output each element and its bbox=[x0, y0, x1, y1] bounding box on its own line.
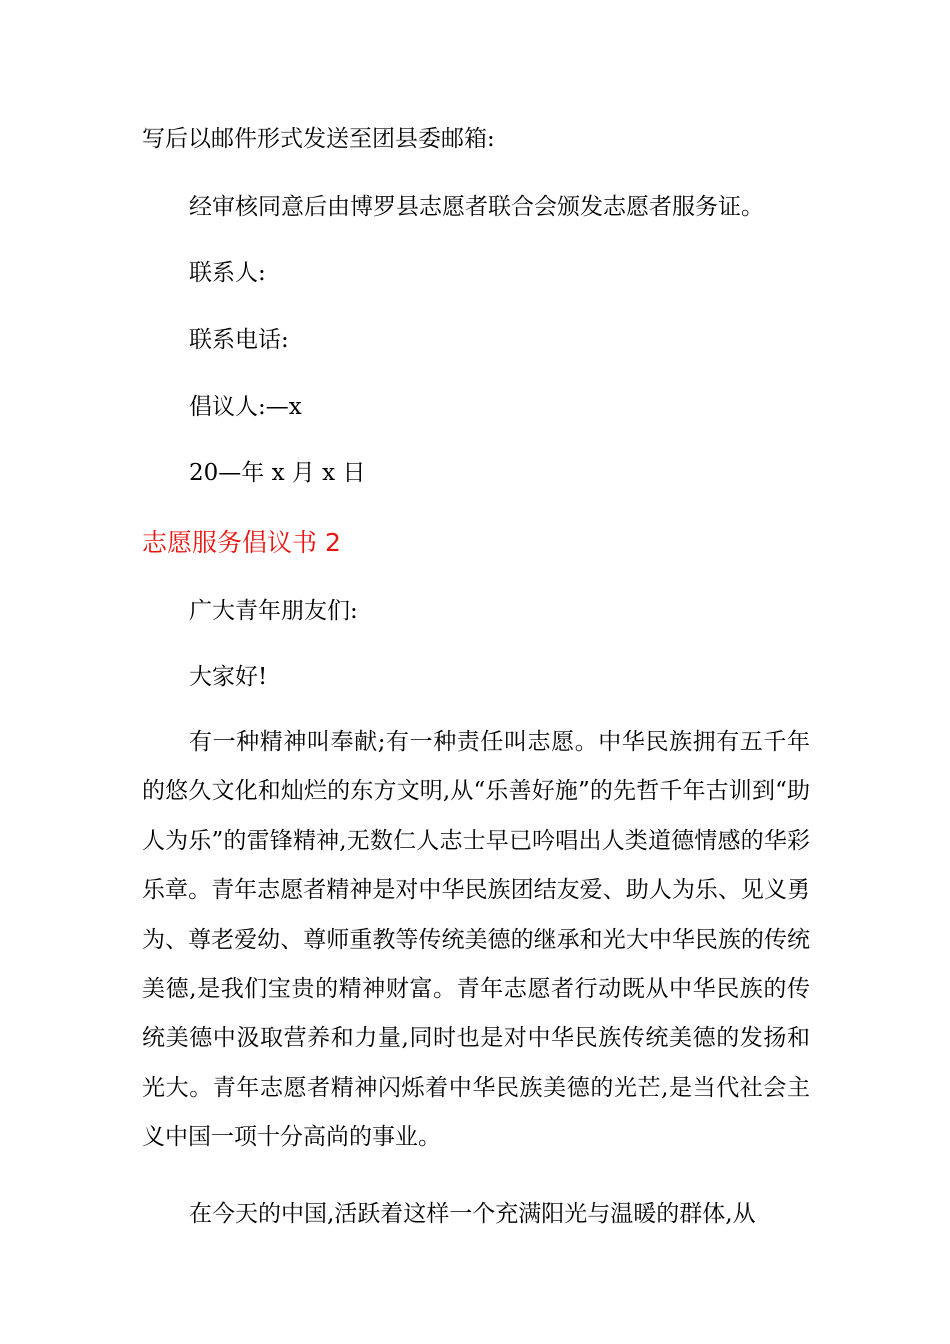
text-line-email-instruction: 写后以邮件形式发送至团县委邮箱: bbox=[142, 126, 495, 152]
text-line-date: 20—年 x 月 x 日 bbox=[189, 460, 366, 486]
section-heading: 志愿服务倡议书 2 bbox=[142, 528, 341, 557]
text-line-initiator: 倡议人:—x bbox=[189, 394, 302, 420]
letter-salutation: 广大青年朋友们: bbox=[189, 598, 358, 624]
text-line-contact-phone: 联系电话: bbox=[189, 327, 289, 353]
body-paragraph-continued: 在今天的中国,活跃着这样一个充满阳光与温暖的群体,从 bbox=[189, 1201, 756, 1227]
body-paragraph: 有一种精神叫奉献;有一种责任叫志愿。中华民族拥有五千年的悠久文化和灿烂的东方文明,从“乐善好施”的先哲千年古训到“助人为乐”的雷锋精神,无数仁人志士早已吟唱出人类道德情感的华彩乐章。青年志愿者精神是对中华民族团结友爱、助人为乐、见义勇为、尊老爱幼、尊师重教等传统美德的继承和光大中华民族的传统美德,是我们宝贵的精神财富。青年志愿者行动既从中华民族的传统美德中汲取营养和力量,同时也是对中华民族传统美德的发扬和光大。青年志愿者精神闪烁着中华民族美德的光芒,是当代社会主义中国一项十分高尚的事业。 bbox=[142, 729, 810, 1151]
text-line-certificate: 经审核同意后由博罗县志愿者联合会颁发志愿者服务证。 bbox=[189, 194, 764, 220]
letter-greeting: 大家好! bbox=[189, 664, 268, 690]
text-line-contact-person: 联系人: bbox=[189, 260, 266, 286]
